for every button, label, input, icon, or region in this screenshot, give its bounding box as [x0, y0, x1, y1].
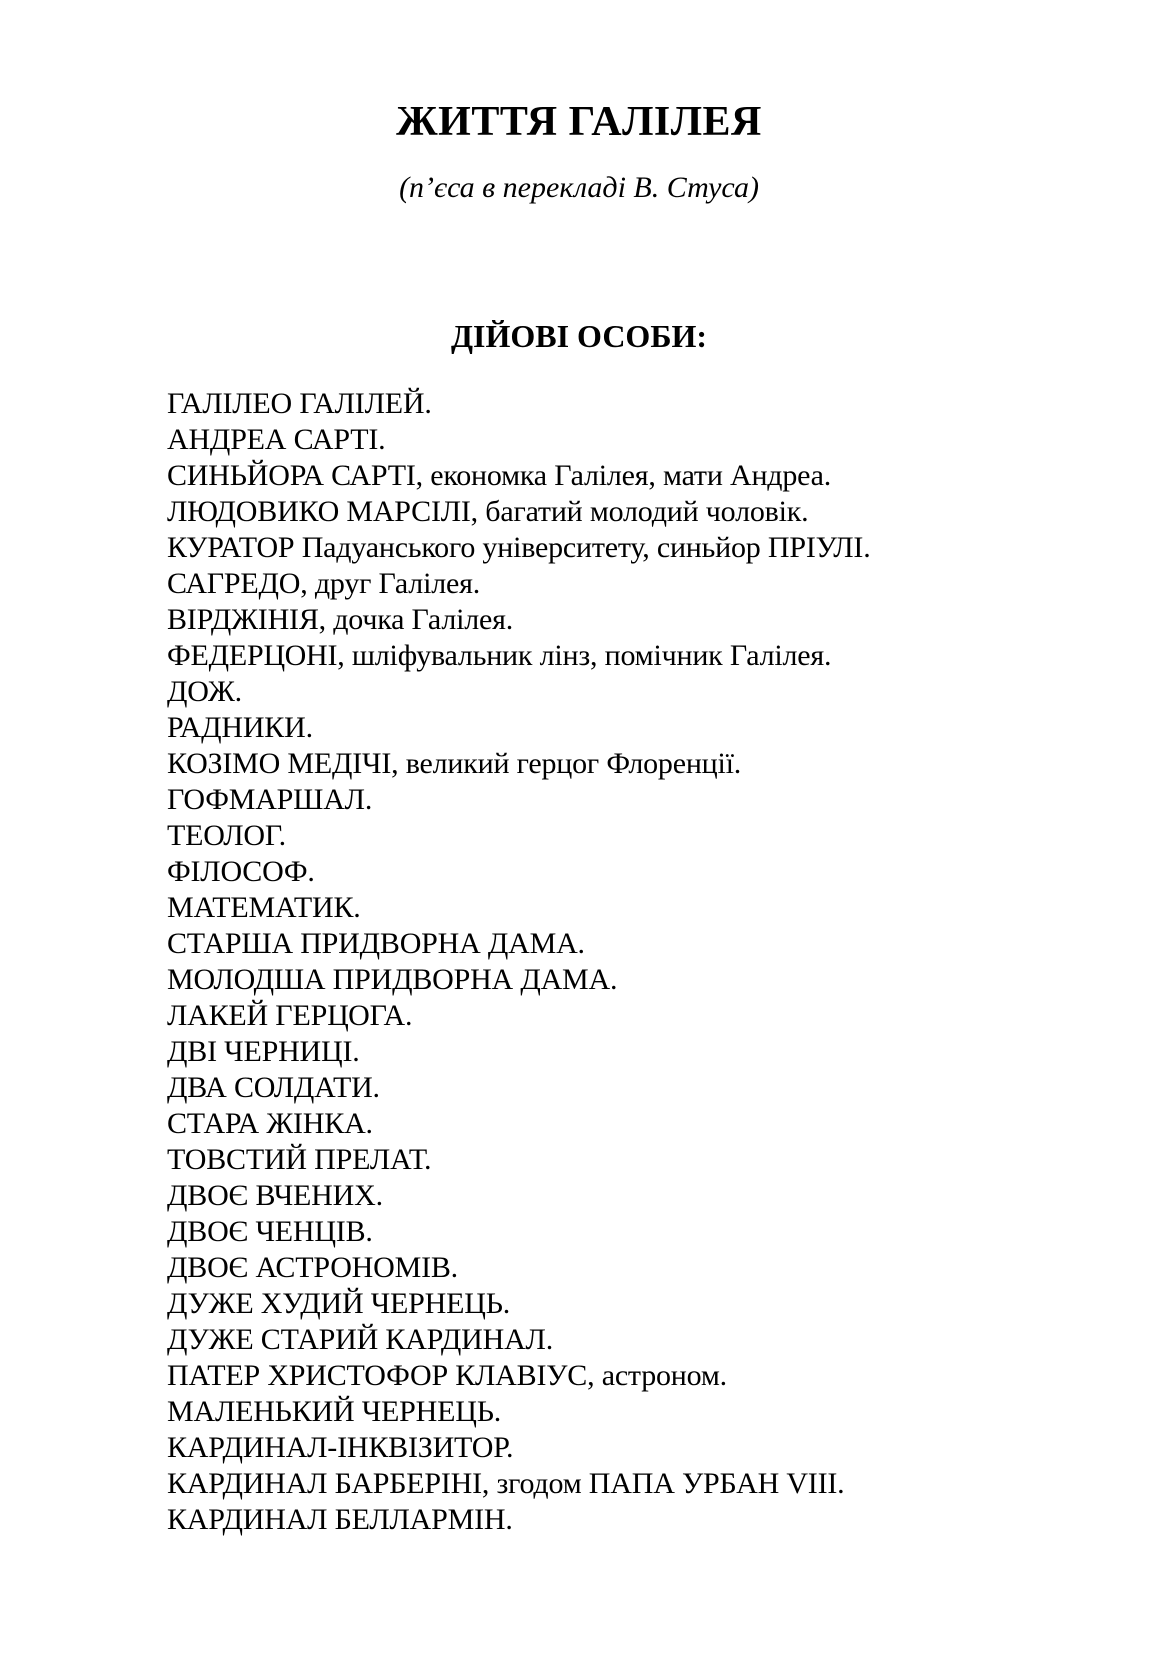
character-line: ДВА СОЛДАТИ.: [167, 1071, 380, 1104]
character-line: МАЛЕНЬКИЙ ЧЕРНЕЦЬ.: [167, 1395, 502, 1428]
character-line: САГРЕДО, друг Галілея.: [167, 567, 481, 600]
character-line: СИНЬЙОРА САРТІ, економка Галілея, мати Андреа.: [167, 459, 832, 492]
play-subtitle: (п’єса в перекладі В. Стуса): [399, 171, 759, 204]
character-line: ДВІ ЧЕРНИЦІ.: [167, 1035, 360, 1068]
character-line: РАДНИКИ.: [167, 711, 313, 744]
character-line: ДВОЄ АСТРОНОМІВ.: [167, 1251, 458, 1284]
character-line: КАРДИНАЛ БАРБЕРІНІ, згодом ПАПА УРБАН VIII.: [167, 1467, 845, 1500]
character-list: [167, 386, 991, 1538]
character-line: МОЛОДША ПРИДВОРНА ДАМА.: [167, 963, 618, 996]
character-line: КОЗІМО МЕДІЧІ, великий герцог Флоренції.: [167, 747, 742, 780]
character-line: ДВОЄ ЧЕНЦІВ.: [167, 1215, 373, 1248]
character-line: СТАРА ЖІНКА.: [167, 1107, 373, 1140]
play-title: ЖИТТЯ ГАЛІЛЕЯ: [396, 99, 762, 145]
character-line: ДУЖЕ СТАРИЙ КАРДИНАЛ.: [167, 1323, 554, 1356]
character-line: ПАТЕР ХРИСТОФОР КЛАВІУС, астроном.: [167, 1359, 727, 1392]
character-line: ЛАКЕЙ ГЕРЦОГА.: [167, 999, 413, 1032]
character-line: ТОВСТИЙ ПРЕЛАТ.: [167, 1143, 432, 1176]
character-line: АНДРЕА САРТІ.: [167, 423, 386, 456]
character-line: ТЕОЛОГ.: [167, 819, 286, 852]
character-line: ФІЛОСОФ.: [167, 855, 315, 888]
cast-heading: ДІЙОВІ ОСОБИ:: [450, 318, 708, 354]
character-line: ГОФМАРШАЛ.: [167, 783, 373, 816]
character-line: ДВОЄ ВЧЕНИХ.: [167, 1179, 383, 1212]
character-line: КАРДИНАЛ-ІНКВІЗИТОР.: [167, 1431, 514, 1464]
character-line: КАРДИНАЛ БЕЛЛАРМІН.: [167, 1503, 513, 1536]
character-line: ДОЖ.: [167, 675, 242, 708]
character-line: ГАЛІЛЕО ГАЛІЛЕЙ.: [167, 387, 432, 420]
character-line: ВІРДЖІНІЯ, дочка Галілея.: [167, 603, 514, 636]
character-line: СТАРША ПРИДВОРНА ДАМА.: [167, 927, 585, 960]
character-line: ФЕДЕРЦОНІ, шліфувальник лінз, помічник Галілея.: [167, 639, 832, 672]
character-line: ЛЮДОВИКО МАРСІЛІ, багатий молодий чоловік.: [167, 495, 809, 528]
character-line: КУРАТОР Падуанського університету, синьйор ПРІУЛІ.: [167, 531, 871, 564]
character-line: ДУЖЕ ХУДИЙ ЧЕРНЕЦЬ.: [167, 1287, 511, 1320]
character-line: МАТЕМАТИК.: [167, 891, 361, 924]
